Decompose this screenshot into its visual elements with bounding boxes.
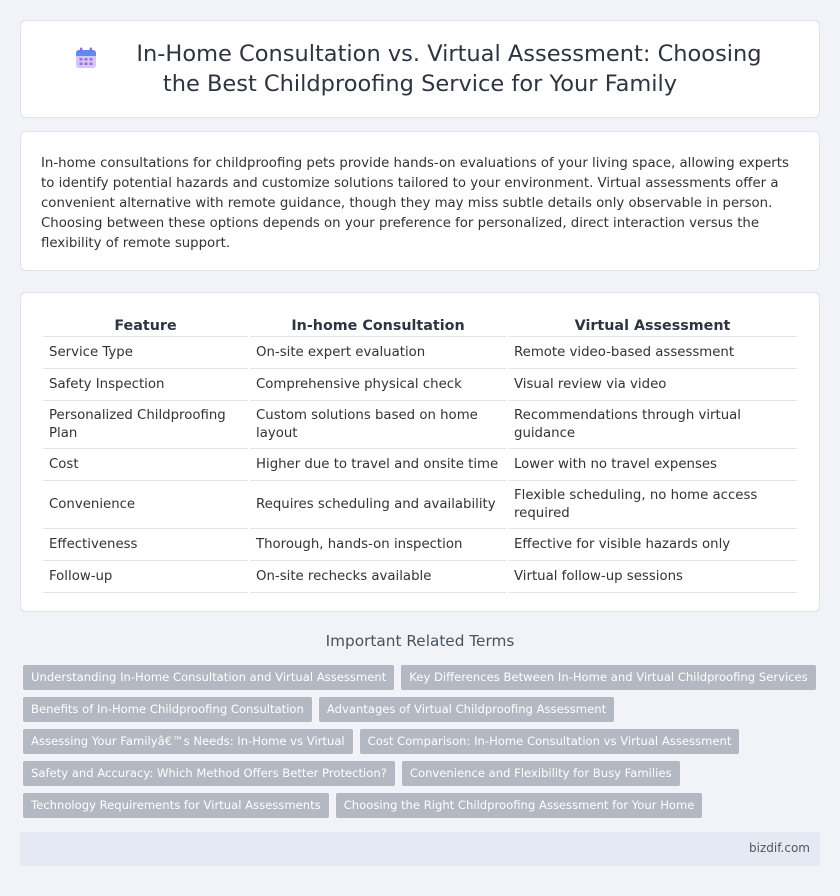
table-cell-feature: Effectiveness [43, 529, 248, 561]
related-terms-list [23, 665, 823, 825]
tag-row [23, 697, 823, 729]
column-header-virtual: Virtual Assessment [508, 315, 797, 337]
column-header-in-home: In-home Consultation [250, 315, 506, 337]
comparison-table [41, 315, 799, 593]
table-cell-virtual: Effective for visible hazards only [508, 529, 797, 561]
footer [20, 832, 820, 866]
related-term-tag[interactable]: Key Differences Between In-Home and Virtual Childproofing Services [401, 665, 815, 690]
related-term-tag[interactable]: Safety and Accuracy: Which Method Offers Better Protection? [23, 761, 395, 786]
table-row [43, 401, 797, 449]
footer-site-link[interactable]: bizdif.com [749, 841, 810, 855]
related-term-tag[interactable]: Convenience and Flexibility for Busy Families [402, 761, 680, 786]
title-card [20, 20, 820, 118]
table-cell-virtual: Virtual follow-up sessions [508, 561, 797, 593]
table-cell-virtual: Remote video-based assessment [508, 337, 797, 369]
table-cell-feature: Follow-up [43, 561, 248, 593]
table-row [43, 337, 797, 369]
table-row [43, 481, 797, 529]
table-cell-feature: Service Type [43, 337, 248, 369]
page-title: In-Home Consultation vs. Virtual Assessment: Choosing the Best Childproofing Service for Your Family [136, 41, 762, 97]
table-cell-virtual: Flexible scheduling, no home access required [508, 481, 797, 529]
table-cell-in-home: Higher due to travel and onsite time [250, 449, 506, 481]
table-cell-in-home: On-site expert evaluation [250, 337, 506, 369]
table-cell-virtual: Recommendations through virtual guidance [508, 401, 797, 449]
table-row [43, 369, 797, 401]
related-term-tag[interactable]: Understanding In-Home Consultation and Virtual Assessment [23, 665, 394, 690]
table-cell-virtual: Lower with no travel expenses [508, 449, 797, 481]
related-term-tag[interactable]: Assessing Your Familyâ€™s Needs: In-Home vs Virtual [23, 729, 353, 754]
related-term-tag[interactable]: Choosing the Right Childproofing Assessment for Your Home [336, 793, 703, 818]
table-row [43, 561, 797, 593]
table-header-row [43, 315, 797, 337]
summary-card [20, 131, 820, 271]
tag-row [23, 729, 823, 761]
related-terms-heading: Important Related Terms [325, 632, 515, 650]
tag-row [23, 761, 823, 793]
table-row [43, 529, 797, 561]
table-cell-virtual: Visual review via video [508, 369, 797, 401]
tag-row [23, 793, 823, 825]
table-cell-feature: Cost [43, 449, 248, 481]
related-term-tag[interactable]: Benefits of In-Home Childproofing Consultation [23, 697, 312, 722]
table-cell-in-home: Comprehensive physical check [250, 369, 506, 401]
related-term-tag[interactable]: Technology Requirements for Virtual Assessments [23, 793, 329, 818]
related-term-tag[interactable]: Advantages of Virtual Childproofing Assessment [319, 697, 614, 722]
summary-text: In-home consultations for childproofing pets provide hands-on evaluations of your living space, allowing experts to identify potential hazards and customize solutions tailored to your environment. Virtual assessments offer a convenient alternative with remote guidance, though they may miss subtle details only observable in person. Choosing between these options depends on your preference for personalized, direct interaction versus the flexibility of remote support. [41, 156, 789, 251]
tag-row [23, 665, 823, 697]
table-cell-feature: Personalized Childproofing Plan [43, 401, 248, 449]
table-cell-in-home: Custom solutions based on home layout [250, 401, 506, 449]
comparison-card [20, 292, 820, 612]
column-header-feature: Feature [43, 315, 248, 337]
table-cell-in-home: On-site rechecks available [250, 561, 506, 593]
table-cell-feature: Safety Inspection [43, 369, 248, 401]
table-row [43, 449, 797, 481]
related-term-tag[interactable]: Cost Comparison: In-Home Consultation vs Virtual Assessment [360, 729, 740, 754]
table-cell-in-home: Requires scheduling and availability [250, 481, 506, 529]
table-cell-in-home: Thorough, hands-on inspection [250, 529, 506, 561]
table-cell-feature: Convenience [43, 481, 248, 529]
